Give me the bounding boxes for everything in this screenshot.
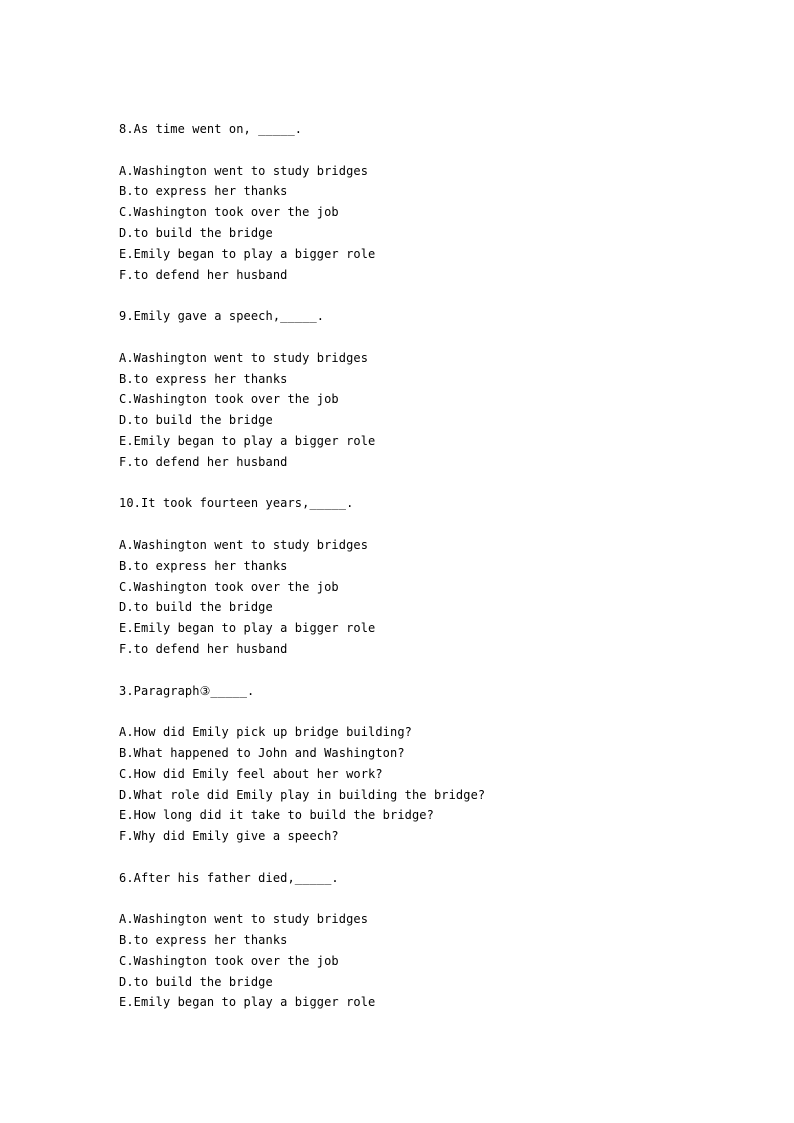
option-b: B.to express her thanks	[119, 558, 288, 573]
question-stem: 3.Paragraph③_____.	[119, 683, 255, 698]
option-d: D.What role did Emily play in building the bridge?	[119, 787, 486, 802]
option-e: E.Emily began to play a bigger role	[119, 433, 376, 448]
option-e: E.Emily began to play a bigger role	[119, 995, 376, 1010]
question-stem: 10.It took fourteen years,_____.	[119, 496, 354, 511]
option-c: C.Washington took over the job	[119, 579, 339, 594]
option-d: D.to build the bridge	[119, 413, 273, 428]
option-c: C.Washington took over the job	[119, 392, 339, 407]
option-b: B.to express her thanks	[119, 371, 288, 386]
option-f: F.to defend her husband	[119, 641, 288, 656]
option-f: F.Why did Emily give a speech?	[119, 829, 339, 844]
question-stem: 8.As time went on, _____.	[119, 122, 303, 136]
option-e: E.Emily began to play a bigger role	[119, 246, 376, 261]
question-stem: 9.Emily gave a speech,_____.	[119, 309, 325, 324]
option-f: F.to defend her husband	[119, 454, 288, 469]
option-c: C.Washington took over the job	[119, 953, 339, 968]
option-e: E.Emily began to play a bigger role	[119, 621, 376, 636]
question-block	[119, 306, 739, 472]
option-c: C.How did Emily feel about her work?	[119, 766, 383, 781]
option-e: E.How long did it take to build the bridge?	[119, 808, 434, 823]
option-a: A.Washington went to study bridges	[119, 912, 369, 927]
question-block	[119, 681, 739, 847]
question-block	[119, 868, 739, 1014]
option-d: D.to build the bridge	[119, 974, 273, 989]
option-a: A.Washington went to study bridges	[119, 163, 369, 178]
question-block	[119, 119, 739, 285]
option-d: D.to build the bridge	[119, 225, 273, 240]
option-a: A.Washington went to study bridges	[119, 350, 369, 365]
option-b: B.to express her thanks	[119, 184, 288, 199]
question-block	[119, 493, 739, 659]
option-a: A.How did Emily pick up bridge building?	[119, 725, 412, 740]
document-page	[119, 119, 739, 1013]
option-f: F.to defend her husband	[119, 267, 288, 282]
option-d: D.to build the bridge	[119, 600, 273, 615]
option-c: C.Washington took over the job	[119, 205, 339, 220]
option-b: B.to express her thanks	[119, 933, 288, 948]
option-a: A.Washington went to study bridges	[119, 537, 369, 552]
option-b: B.What happened to John and Washington?	[119, 745, 405, 760]
question-stem: 6.After his father died,_____.	[119, 870, 339, 885]
